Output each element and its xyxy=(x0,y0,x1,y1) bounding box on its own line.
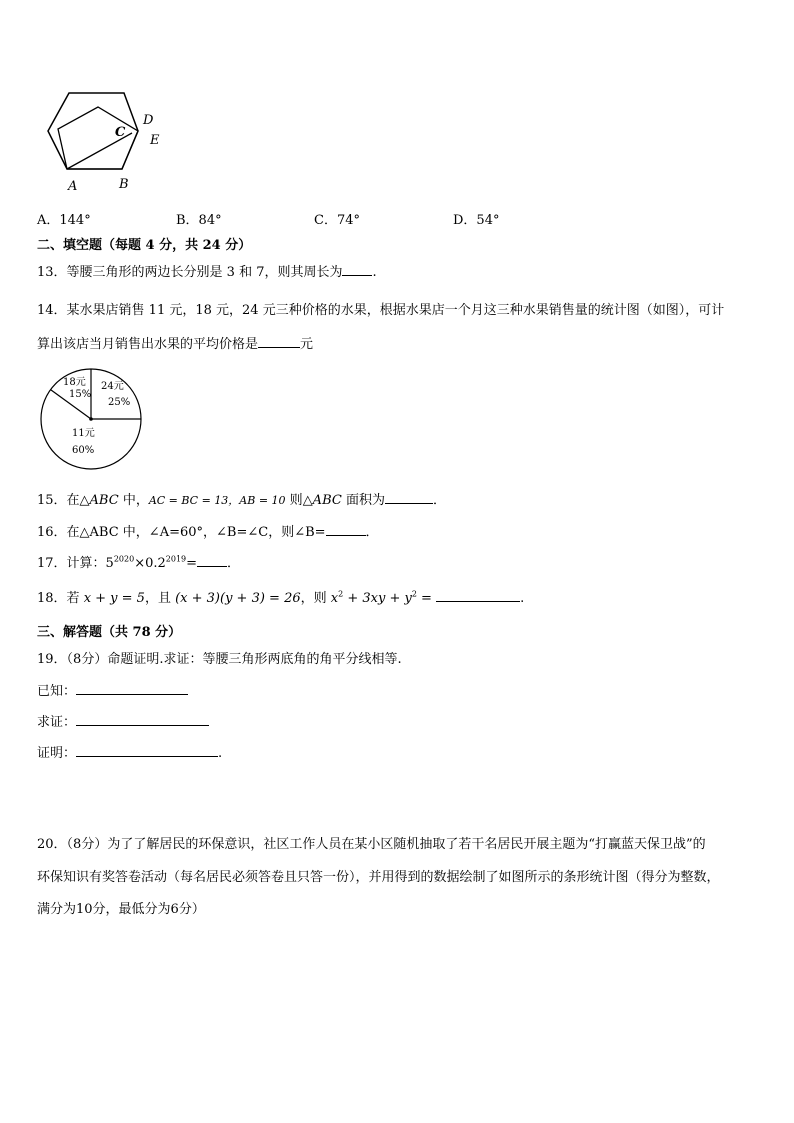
pie-label-18: 18元 xyxy=(63,377,86,388)
question-18-eq2: (x + 3)(y + 3) = 26 xyxy=(175,591,301,606)
answer-blank xyxy=(76,743,218,757)
label-d: D xyxy=(143,113,154,128)
section-2-title: 二、填空题（每题 4 分，共 24 分） xyxy=(37,238,252,253)
question-13-end: . xyxy=(372,265,377,280)
option-d: D．54° xyxy=(453,213,500,228)
question-14-text: 算出该店当月销售出水果的平均价格是 xyxy=(37,337,259,352)
question-15-prefix: 15．在 xyxy=(37,493,80,508)
proof-end: . xyxy=(218,746,223,761)
question-20-line-3: 满分为10分，最低分为6分） xyxy=(37,902,205,917)
question-17-eq: = xyxy=(186,556,198,571)
answer-blank xyxy=(385,490,433,504)
pie-pct-15: 15% xyxy=(69,389,92,400)
question-17-mid: ×0.2 xyxy=(134,556,166,571)
pie-label-11: 11元 xyxy=(72,428,95,439)
question-15 xyxy=(37,489,446,508)
pie-pct-25: 25% xyxy=(108,397,131,408)
label-a: A xyxy=(68,179,78,194)
question-15-mid: 中， xyxy=(118,493,149,508)
pie-center xyxy=(89,417,93,421)
question-14-line-2 xyxy=(37,333,313,352)
fruit-sales-pie-chart xyxy=(38,366,144,472)
question-18-prefix: 18．若 xyxy=(37,591,84,606)
question-14-line-1: 14．某水果店销售 11 元，18 元，24 元三种价格的水果，根据水果店一个月这三种水果销售量的统计图（如图），可计 xyxy=(37,303,725,318)
question-17-exp2: 2019 xyxy=(165,554,187,564)
question-20-line-2: 环保知识有奖答卷活动（每名居民必须答卷且只答一份），并用得到的数据绘制了如图所示的条形统计图（得分为整数， xyxy=(37,870,720,885)
question-20-line-1: 20．（8分）为了了解居民的环保意识，社区工作人员在某小区随机抽取了若干名居民开展主题为“打赢蓝天保卫战”的 xyxy=(37,837,706,852)
answer-blank xyxy=(76,712,209,726)
question-19-prove xyxy=(37,711,209,730)
option-a: A．144° xyxy=(37,213,91,228)
question-15-suffix: 面积为 xyxy=(341,493,385,508)
prove-label: 求证： xyxy=(37,715,77,730)
label-b: B xyxy=(119,177,129,192)
question-17-end: ． xyxy=(227,556,241,571)
question-16-text: 16．在△ABC 中，∠A=60°，∠B=∠C，则∠B= xyxy=(37,525,326,540)
question-18 xyxy=(37,587,524,606)
question-18-expr-eq: = xyxy=(416,591,437,606)
pentagon xyxy=(58,107,138,169)
question-19: 19．（8分）命题证明.求证：等腰三角形两底角的角平分线相等. xyxy=(37,652,402,667)
known-label: 已知： xyxy=(37,684,77,699)
section-3-title: 三、解答题（共 78 分） xyxy=(37,625,182,640)
question-14-unit: 元 xyxy=(300,337,314,352)
question-18-expr-mid: + 3xy + y xyxy=(343,591,412,606)
hexagon-pentagon-figure xyxy=(40,86,170,196)
label-e: E xyxy=(150,133,160,148)
pie-pct-60: 60% xyxy=(72,445,95,456)
answer-blank xyxy=(342,262,372,276)
question-16 xyxy=(37,521,379,540)
question-19-proof xyxy=(37,742,222,761)
question-18-sq2: 2 xyxy=(411,589,417,599)
answer-blank xyxy=(258,334,300,348)
option-c: C．74° xyxy=(314,213,360,228)
answer-blank xyxy=(326,522,366,536)
question-15-end: ． xyxy=(432,493,446,508)
question-13-text: 13．等腰三角形的两边长分别是 3 和 7，则其周长为 xyxy=(37,265,343,280)
label-c: C xyxy=(115,125,126,140)
question-18-end: . xyxy=(520,591,525,606)
question-13 xyxy=(37,261,377,280)
answer-blank xyxy=(197,553,227,567)
question-18-mid: ，且 xyxy=(144,591,176,606)
question-18-eq1: x + y = 5 xyxy=(83,591,145,606)
option-b: B．84° xyxy=(176,213,222,228)
answer-blank xyxy=(76,681,188,695)
question-17 xyxy=(37,552,240,571)
pie-label-24: 24元 xyxy=(101,381,124,392)
question-18-sq1: 2 xyxy=(338,589,344,599)
question-15-tri1: △ABC xyxy=(79,493,119,508)
question-18-then: ，则 xyxy=(300,591,331,606)
question-17-exp1: 2020 xyxy=(113,554,135,564)
question-18-expr-x: x xyxy=(330,591,339,606)
proof-label: 证明： xyxy=(37,746,77,761)
question-16-end: ． xyxy=(365,525,379,540)
question-15-cond: AC = BC = 13，AB = 10 xyxy=(148,494,286,507)
question-15-then: 则 xyxy=(285,493,303,508)
question-19-known xyxy=(37,680,188,699)
question-15-tri2: △ABC xyxy=(302,493,342,508)
answer-blank xyxy=(436,588,520,602)
question-17-prefix: 17．计算：5 xyxy=(37,556,114,571)
